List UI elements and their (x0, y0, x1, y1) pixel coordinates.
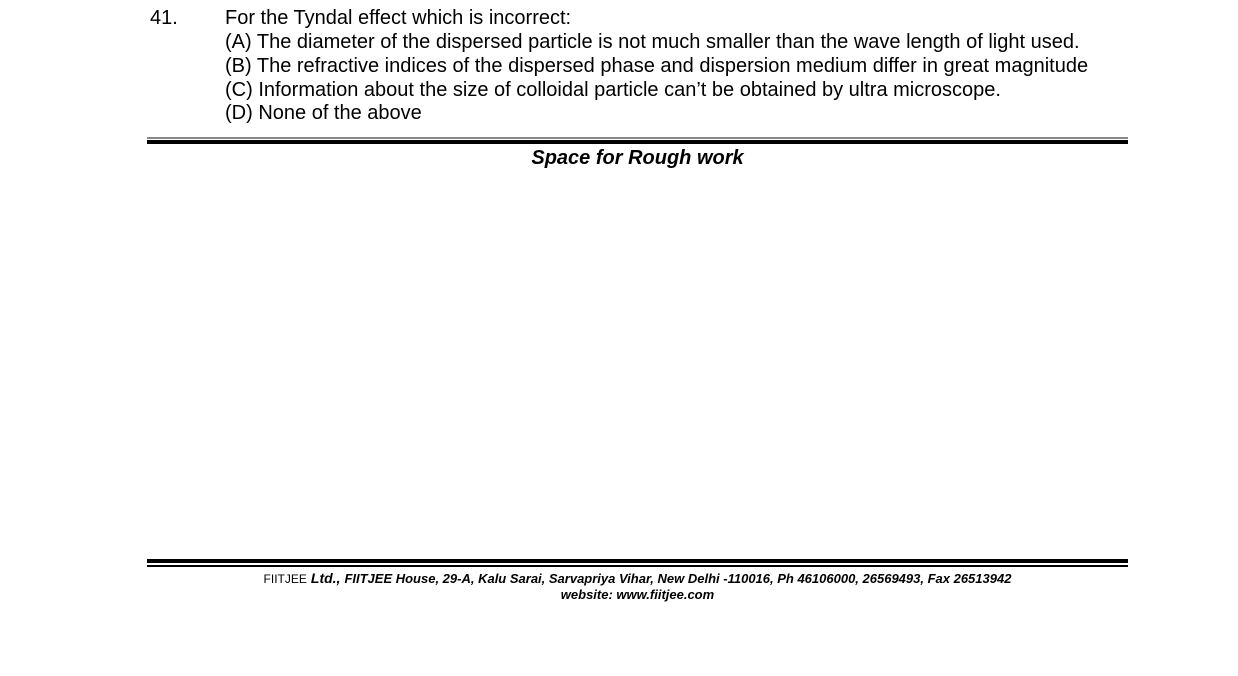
rough-work-top-divider (147, 137, 1128, 145)
footer-address: FIITJEE House, 29-A, Kalu Sarai, Sarvapriya Vihar, New Delhi -110016, Ph 46106000, 26569493, Fax 26513942 (344, 571, 1012, 586)
page-footer (147, 570, 1128, 602)
footer-divider (147, 559, 1128, 567)
rough-work-heading: Space for Rough work (531, 147, 744, 169)
option-b: (B) The refractive indices of the dispersed phase and dispersion medium differ in great magnitude (225, 55, 1089, 77)
option-a: (A) The diameter of the dispersed particle is not much smaller than the wave length of light used. (225, 31, 1080, 53)
option-c: (C) Information about the size of colloidal particle can’t be obtained by ultra microscope. (225, 79, 1001, 101)
divider-thick-line (147, 559, 1128, 563)
divider-thin-line (147, 137, 1128, 139)
question-stem: For the Tyndal effect which is incorrect: (225, 7, 572, 29)
divider-thick-line (147, 140, 1128, 144)
footer-ltd: Ltd., (310, 570, 341, 586)
divider-thin-line (147, 565, 1128, 567)
footer-website: website: www.fiitjee.com (560, 587, 715, 602)
rough-work-area (147, 172, 1128, 556)
option-d: (D) None of the above (225, 102, 422, 124)
footer-address-line (147, 570, 1128, 587)
question-number: 41. (150, 7, 178, 29)
footer-brand: FIITJEE (263, 572, 307, 586)
